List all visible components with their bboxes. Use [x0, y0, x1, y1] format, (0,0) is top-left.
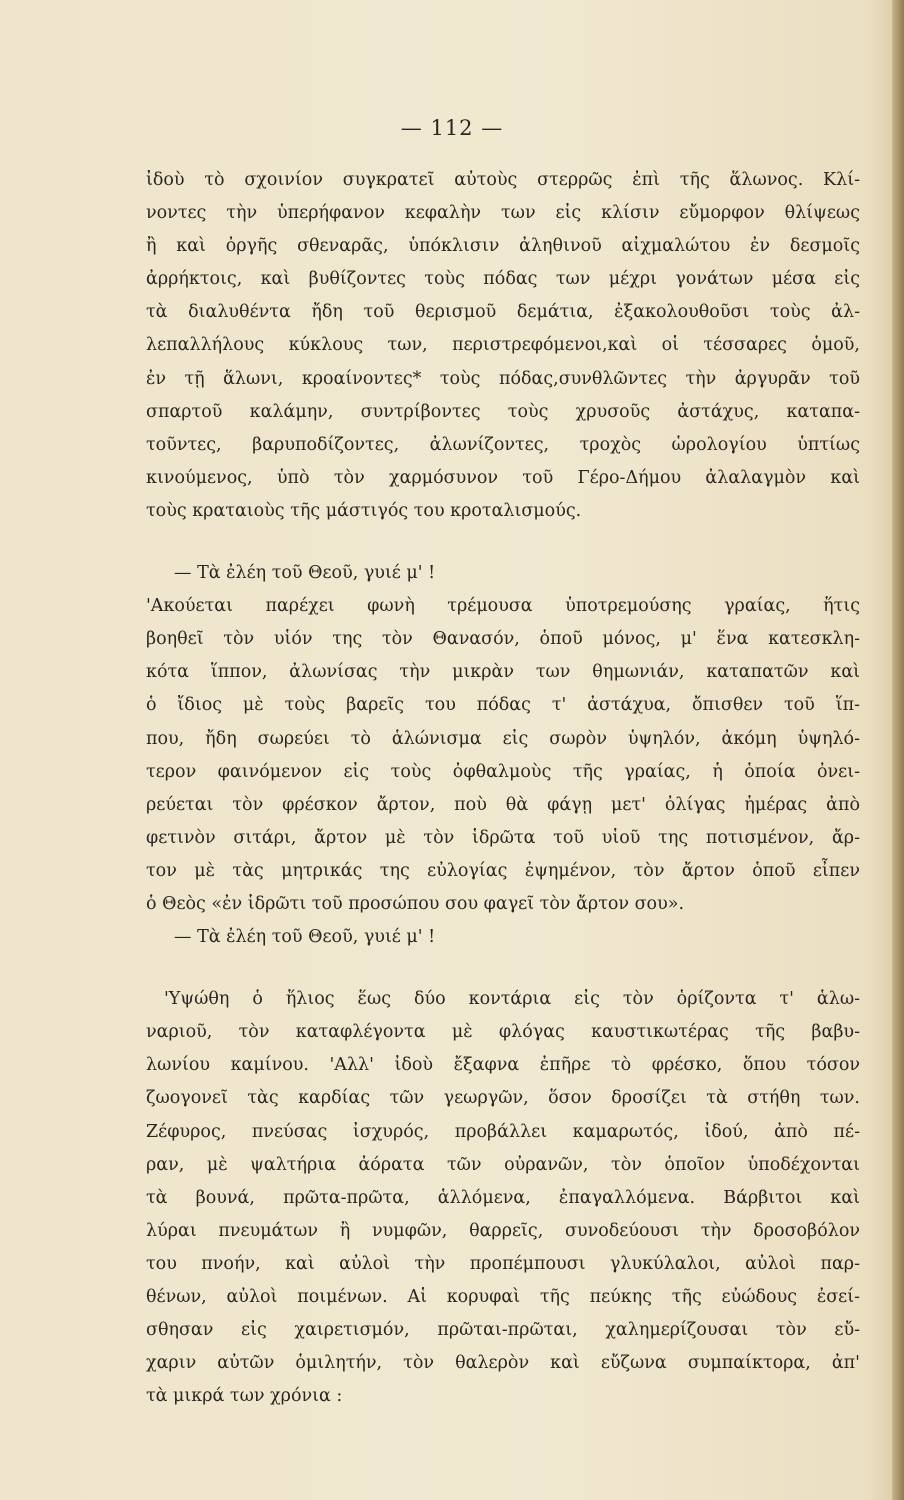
text-line: — Τὰ ἐλέη τοῦ Θεοῦ, γυιέ μ' !: [174, 563, 436, 584]
text-line: ναριοῦ, τὸν καταφλέγοντα μὲ φλόγας καυστικωτέρας τῆς βαβυ-: [146, 1022, 860, 1043]
text-line: σπαρτοῦ καλάμην, συντρίβοντες τοὺς χρυσοῦς ἀστάχυς, καταπα-: [146, 401, 860, 422]
text-line: τερον φαινόμενον εἰς τοὺς ὀφθαλμοὺς τῆς γραίας, ἡ ὁποία ὀνει-: [146, 761, 860, 782]
text-line: ὁ ἴδιος μὲ τοὺς βαρεῖς του πόδας τ' ἀστάχυα, ὄπισθεν τοῦ ἵπ-: [146, 695, 860, 716]
paragraph-2: [146, 590, 860, 921]
text-line: Ζέφυρος, πνεύσας ἰσχυρός, προβάλλει καμαρωτός, ἰδού, ἀπὸ πέ-: [146, 1121, 860, 1142]
text-line: φετινὸν σιτάρι, ἄρτον μὲ τὸν ἱδρῶτα τοῦ υἱοῦ της ποτισμένον, ἄρ-: [146, 827, 860, 848]
text-line: ἢ καὶ ὀργῆς σθεναρᾶς, ὑπόκλισιν ἀληθινοῦ αἰχμαλώτου ἐν δεσμοῖς: [146, 236, 860, 257]
text-line: λύραι πνευμάτων ἢ νυμφῶν, θαρρεῖς, συνοδεύουσι τὴν δροσοβόλον: [146, 1220, 860, 1241]
text-line: ἐν τῇ ἅλωνι, κροαίνοντες* τοὺς πόδας,συνθλῶντες τὴν ἀργυρᾶν τοῦ: [146, 368, 860, 389]
text-line: τον μὲ τὰς μητρικάς της εὐλογίας ἐψημένον, τὸν ἄρτον ὁποῦ εἶπεν: [146, 860, 860, 881]
text-line: — Τὰ ἐλέη τοῦ Θεοῦ, γυιέ μ' !: [174, 927, 436, 948]
text-line: τὰ διαλυθέντα ἤδη τοῦ θερισμοῦ δεμάτια, ἐξακολουθοῦσι τοὺς ἀλ-: [146, 302, 860, 323]
dialogue-line-2: [146, 921, 860, 954]
paragraph-1: [146, 164, 860, 528]
text-line: τὰ μικρά των χρόνια :: [146, 1386, 343, 1407]
text-line: ὁ Θεὸς «ἐν ἱδρῶτι τοῦ προσώπου σου φαγεῖ τὸν ἄρτον σου».: [146, 893, 685, 914]
text-line: βοηθεῖ τὸν υἱόν της τὸν Θανασόν, ὁποῦ μόνος, μ' ἕνα κατεσκλη-: [146, 629, 860, 650]
text-line: τὰ βουνά, πρῶτα-πρῶτα, ἁλλόμενα, ἐπαγαλλόμενα. Βάρβιτοι καὶ: [146, 1187, 860, 1208]
text-line: λωνίου καμίνου. 'Αλλ' ἰδοὺ ἔξαφνα ἐπῆρε τὸ φρέσκο, ὅπου τόσον: [146, 1055, 860, 1076]
text-line: ἰδοὺ τὸ σχοινίον συγκρατεῖ αὐτοὺς στερρῶς ἐπὶ τῆς ἅλωνος. Κλί-: [146, 170, 860, 190]
text-line: ραν, μὲ ψαλτήρια ἀόρατα τῶν οὐρανῶν, τὸν ὁποῖον ὑποδέχονται: [146, 1154, 860, 1175]
text-line: κινούμενος, ὑπὸ τὸν χαρμόσυνον τοῦ Γέρο-Δήμου ἀλαλαγμὸν καὶ: [146, 467, 860, 488]
dialogue-line-1: [146, 557, 860, 590]
text-line: ἀρρήκτοις, καὶ βυθίζοντες τοὺς πόδας των μέχρι γονάτων μέσα εἰς: [146, 269, 860, 290]
text-line: θένων, αὐλοὶ ποιμένων. Αἱ κορυφαὶ τῆς πεύκης τῆς εὐώδους ἐσεί-: [146, 1287, 860, 1307]
text-line: 'Υψώθη ὁ ἥλιος ἕως δύο κοντάρια εἰς τὸν ὁρίζοντα τ' ἁλω-: [164, 989, 860, 1010]
text-line: λεπαλλήλους κύκλους των, περιστρεφόμενοι,καὶ οἱ τέσσαρες ὁμοῦ,: [146, 335, 860, 356]
text-line: ζωογονεῖ τὰς καρδίας τῶν γεωργῶν, ὅσον δροσίζει τὰ στήθη των.: [146, 1088, 860, 1109]
text-line: 'Ακούεται παρέχει φωνὴ τρέμουσα ὑποτρεμούσης γραίας, ἥτις: [146, 596, 860, 617]
text-line: κότα ἵππον, ἀλωνίσας τὴν μικρὰν των θημωνιάν, καταπατῶν καὶ: [146, 662, 860, 683]
text-line: του πνοήν, καὶ αὐλοὶ τὴν προπέμπουσι γλυκύλαλοι, αὐλοὶ παρ-: [146, 1253, 860, 1274]
text-line: τοὺς κραταιοὺς τῆς μάστιγός του κροταλισμούς.: [146, 500, 582, 521]
body-text: [146, 164, 860, 1413]
page-edge: [892, 0, 904, 1500]
text-line: νοντες τὴν ὑπερήφανον κεφαλὴν των εἰς κλίσιν εὔμορφον θλίψεως: [146, 203, 860, 224]
text-line: ρεύεται τὸν φρέσκον ἄρτον, ποὺ θὰ φάγῃ μετ' ὀλίγας ἡμέρας ἀπὸ: [146, 794, 860, 815]
text-line: χαριν αὐτῶν ὁμιλητήν, τὸν θαλερὸν καὶ εὔζωνα συμπαίκτορα, ἀπ': [146, 1353, 860, 1374]
text-line: τοῦντες, βαρυποδίζοντες, ἀλωνίζοντες, τροχὸς ὡρολογίου ὑπτίως: [146, 434, 860, 455]
text-line: που, ἤδη σωρεύει τὸ ἁλώνισμα εἰς σωρὸν ὑψηλόν, ἀκόμη ὑψηλό-: [146, 728, 860, 749]
text-line: σθησαν εἰς χαιρετισμόν, πρῶται-πρῶται, χαλημερίζουσαι τὸν εὔ-: [146, 1320, 860, 1341]
paragraph-3: [146, 983, 860, 1413]
page-number: — 112 —: [400, 116, 504, 140]
